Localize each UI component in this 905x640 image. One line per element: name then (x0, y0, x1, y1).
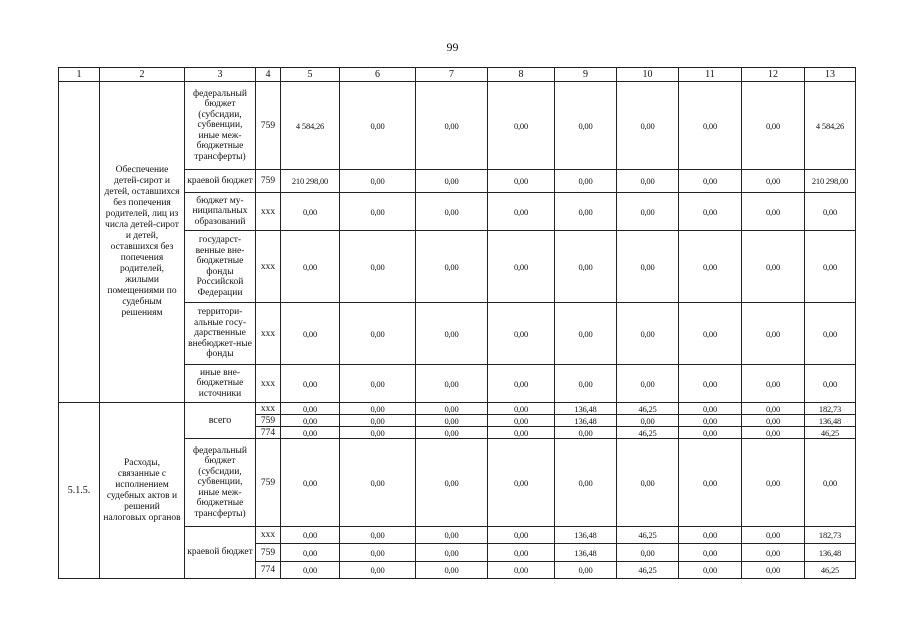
value-cell: 46,25 (617, 562, 679, 579)
value-cell: 0,00 (488, 231, 555, 303)
value-cell: 0,00 (742, 415, 805, 427)
budget-code: 759 (256, 170, 281, 193)
value-cell: 0,00 (488, 544, 555, 562)
value-cell: 0,00 (742, 427, 805, 439)
value-cell: 0,00 (617, 544, 679, 562)
value-cell: 0,00 (742, 231, 805, 303)
funding-source: иные вне-бюджетные источники (185, 365, 256, 403)
value-cell: 0,00 (340, 170, 416, 193)
budget-code: 759 (256, 415, 281, 427)
value-cell: 0,00 (488, 427, 555, 439)
value-cell: 0,00 (679, 365, 742, 403)
value-cell: 0,00 (281, 439, 340, 527)
value-cell: 0,00 (617, 365, 679, 403)
value-cell: 136,48 (555, 527, 617, 544)
value-cell: 0,00 (617, 439, 679, 527)
value-cell: 0,00 (340, 403, 416, 415)
value-cell: 0,00 (555, 170, 617, 193)
value-cell: 0,00 (617, 231, 679, 303)
value-cell: 0,00 (416, 82, 488, 170)
value-cell: 0,00 (679, 562, 742, 579)
value-cell: 0,00 (416, 231, 488, 303)
value-cell: 0,00 (281, 193, 340, 231)
value-cell: 0,00 (742, 544, 805, 562)
value-cell: 0,00 (488, 527, 555, 544)
header-cell: 4 (256, 68, 281, 82)
value-cell: 0,00 (281, 544, 340, 562)
budget-code: ххх (256, 193, 281, 231)
budget-code: 774 (256, 562, 281, 579)
value-cell: 0,00 (340, 82, 416, 170)
value-cell: 0,00 (617, 415, 679, 427)
value-cell: 0,00 (488, 403, 555, 415)
budget-code: 759 (256, 439, 281, 527)
value-cell: 0,00 (555, 427, 617, 439)
budget-code: ххх (256, 403, 281, 415)
value-cell: 0,00 (281, 562, 340, 579)
value-cell: 0,00 (488, 439, 555, 527)
budget-code: 759 (256, 544, 281, 562)
value-cell: 4 584,26 (805, 82, 856, 170)
value-cell: 4 584,26 (281, 82, 340, 170)
header-cell: 2 (100, 68, 185, 82)
value-cell: 0,00 (340, 365, 416, 403)
value-cell: 0,00 (488, 193, 555, 231)
budget-code: ххх (256, 365, 281, 403)
value-cell: 0,00 (281, 427, 340, 439)
value-cell: 210 298,00 (805, 170, 856, 193)
value-cell: 0,00 (416, 403, 488, 415)
value-cell: 0,00 (281, 303, 340, 365)
value-cell: 0,00 (555, 82, 617, 170)
funding-source-total: всего (185, 403, 256, 439)
value-cell: 136,48 (555, 544, 617, 562)
value-cell: 0,00 (416, 415, 488, 427)
header-row (59, 68, 856, 82)
value-cell: 0,00 (679, 170, 742, 193)
value-cell: 0,00 (742, 439, 805, 527)
value-cell: 0,00 (555, 562, 617, 579)
budget-code: ххх (256, 303, 281, 365)
value-cell: 0,00 (416, 527, 488, 544)
value-cell: 0,00 (340, 562, 416, 579)
value-cell: 0,00 (555, 365, 617, 403)
value-cell: 0,00 (742, 403, 805, 415)
budget-code: 774 (256, 427, 281, 439)
value-cell: 0,00 (416, 427, 488, 439)
value-cell: 182,73 (805, 527, 856, 544)
value-cell: 0,00 (679, 193, 742, 231)
value-cell: 0,00 (679, 403, 742, 415)
value-cell: 0,00 (555, 439, 617, 527)
section-number (59, 82, 100, 403)
header-cell: 1 (59, 68, 100, 82)
section-number: 5.1.5. (59, 403, 100, 579)
header-cell: 8 (488, 68, 555, 82)
funding-source: краевой бюджет (185, 170, 256, 193)
value-cell: 46,25 (617, 403, 679, 415)
value-cell: 0,00 (416, 303, 488, 365)
value-cell: 0,00 (805, 303, 856, 365)
value-cell: 0,00 (340, 231, 416, 303)
value-cell: 46,25 (805, 427, 856, 439)
value-cell: 0,00 (416, 365, 488, 403)
funding-source: государст-венные вне-бюджетные фонды Российской Федерации (185, 231, 256, 303)
value-cell: 0,00 (281, 231, 340, 303)
value-cell: 0,00 (340, 427, 416, 439)
value-cell: 0,00 (805, 365, 856, 403)
value-cell: 0,00 (281, 403, 340, 415)
header-cell: 11 (679, 68, 742, 82)
value-cell: 0,00 (340, 439, 416, 527)
section-description: Обеспечение детей-сирот и детей, оставшихся без попечения родителей, лиц из числа детей-сирот и детей, оставшихся без попечения родителей, жилыми помещениями по судебным решениям (100, 82, 185, 403)
value-cell: 0,00 (488, 365, 555, 403)
header-cell: 13 (805, 68, 856, 82)
value-cell: 0,00 (340, 193, 416, 231)
budget-code: ххх (256, 231, 281, 303)
value-cell: 0,00 (742, 527, 805, 544)
funding-source: бюджет му-ниципальных образований (185, 193, 256, 231)
value-cell: 0,00 (679, 415, 742, 427)
value-cell: 0,00 (488, 170, 555, 193)
value-cell: 0,00 (805, 231, 856, 303)
value-cell: 0,00 (488, 562, 555, 579)
value-cell: 0,00 (742, 365, 805, 403)
funding-source: территори-альные госу-дарственные внебюджет-ные фонды (185, 303, 256, 365)
value-cell: 0,00 (340, 303, 416, 365)
header-cell: 7 (416, 68, 488, 82)
value-cell: 0,00 (617, 82, 679, 170)
funding-source: федеральный бюджет (субсидии, субвенции, иные меж-бюджетные трансферты) (185, 439, 256, 527)
value-cell: 136,48 (555, 403, 617, 415)
value-cell: 0,00 (488, 303, 555, 365)
funding-source-regional: краевой бюджет (185, 527, 256, 579)
value-cell: 0,00 (416, 544, 488, 562)
header-cell: 5 (281, 68, 340, 82)
value-cell: 0,00 (281, 365, 340, 403)
value-cell: 0,00 (679, 82, 742, 170)
value-cell: 46,25 (617, 427, 679, 439)
value-cell: 0,00 (281, 527, 340, 544)
value-cell: 0,00 (679, 303, 742, 365)
value-cell: 46,25 (617, 527, 679, 544)
value-cell: 210 298,00 (281, 170, 340, 193)
value-cell: 0,00 (416, 439, 488, 527)
value-cell: 0,00 (555, 303, 617, 365)
value-cell: 0,00 (617, 170, 679, 193)
value-cell: 0,00 (340, 544, 416, 562)
value-cell: 0,00 (742, 562, 805, 579)
value-cell: 182,73 (805, 403, 856, 415)
value-cell: 0,00 (555, 231, 617, 303)
budget-code: 759 (256, 82, 281, 170)
header-cell: 3 (185, 68, 256, 82)
value-cell: 0,00 (340, 415, 416, 427)
value-cell: 0,00 (617, 193, 679, 231)
value-cell: 0,00 (281, 415, 340, 427)
value-cell: 0,00 (679, 427, 742, 439)
value-cell: 0,00 (617, 303, 679, 365)
value-cell: 0,00 (340, 527, 416, 544)
value-cell: 0,00 (488, 82, 555, 170)
value-cell: 0,00 (555, 193, 617, 231)
header-cell: 10 (617, 68, 679, 82)
value-cell: 0,00 (742, 303, 805, 365)
value-cell: 0,00 (742, 82, 805, 170)
section-description: Расходы, связанные с исполнением судебных актов и решений налоговых органов (100, 403, 185, 579)
budget-code: ххх (256, 527, 281, 544)
value-cell: 0,00 (805, 193, 856, 231)
value-cell: 0,00 (805, 439, 856, 527)
table-row (59, 403, 856, 415)
value-cell: 0,00 (416, 193, 488, 231)
value-cell: 0,00 (416, 170, 488, 193)
header-cell: 12 (742, 68, 805, 82)
header-cell: 6 (340, 68, 416, 82)
value-cell: 0,00 (679, 544, 742, 562)
budget-table (58, 67, 856, 579)
funding-source: федеральный бюджет (субсидии, субвенции, иные меж-бюджетные трансферты) (185, 82, 256, 170)
value-cell: 0,00 (742, 193, 805, 231)
value-cell: 0,00 (679, 231, 742, 303)
value-cell: 0,00 (742, 170, 805, 193)
value-cell: 0,00 (416, 562, 488, 579)
table-row (59, 82, 856, 170)
value-cell: 136,48 (805, 415, 856, 427)
value-cell: 136,48 (805, 544, 856, 562)
value-cell: 46,25 (805, 562, 856, 579)
value-cell: 136,48 (555, 415, 617, 427)
page-number: 99 (446, 40, 459, 54)
value-cell: 0,00 (679, 527, 742, 544)
value-cell: 0,00 (488, 415, 555, 427)
header-cell: 9 (555, 68, 617, 82)
value-cell: 0,00 (679, 439, 742, 527)
